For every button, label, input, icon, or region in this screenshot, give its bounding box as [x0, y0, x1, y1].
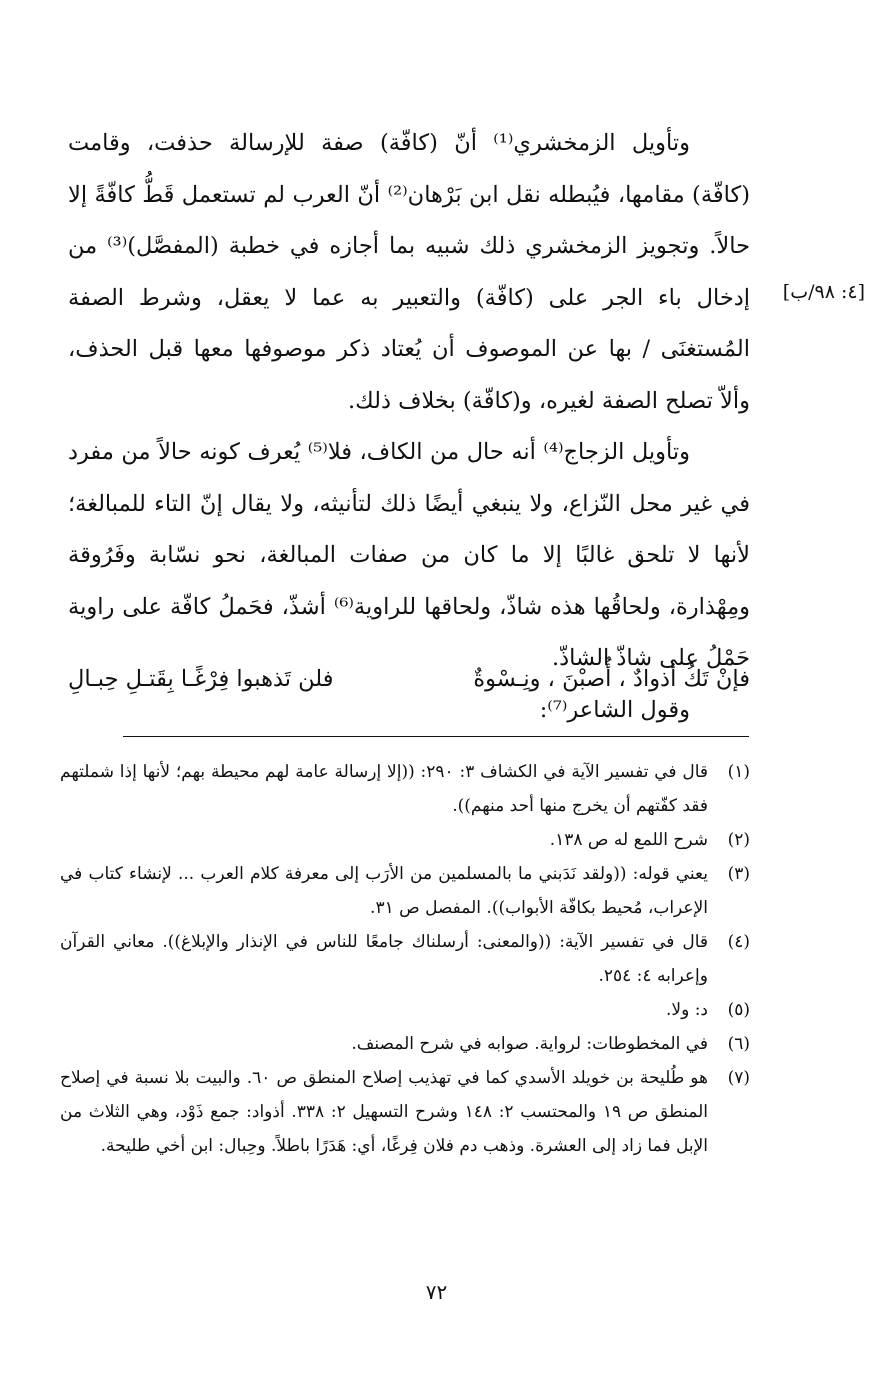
footnote: [60, 925, 750, 993]
paragraph-poet-intro: وقول الشاعر⁽⁷⁾:: [539, 696, 690, 723]
footnote: [60, 1061, 750, 1163]
verse-first-hemistich: فإنْ تَكُ أذوادٌ ، أُصبْنَ ، ونِـسْوةٌ: [473, 666, 750, 692]
footnote-text: د: ولا.: [665, 1000, 708, 1020]
footnote-text: قال في تفسير الآية في الكشاف ٣: ٢٩٠: ((إلا إرسالة عامة لهم محيطة بهم؛ لأنها إذا شملتهم فقد كفّتهم أن يخرج منها أحد منهم)).: [60, 762, 709, 816]
poetry-verse: [68, 666, 750, 706]
footnote-text: قال في تفسير الآية: ((والمعنى: أرسلناك جامعًا للناس في الإنذار والإبلاغ)). معاني القرآن وإعرابه ٤: ٢٥٤.: [60, 932, 708, 986]
footnote-number: (٦): [727, 1034, 750, 1054]
paragraph-zajjaj: وتأويل الزجاج⁽⁴⁾ أنه حال من الكاف، فلا⁽⁵⁾ يُعرف كونه حالاً من مفرد في غير محل النّزاع، ولا ينبغي أيضًا ذلك لتأنيثه، ولا يقال إنّ التاء للمبالغة؛ لأنها لا تلحق غالبًا إلا ما كان من صفات المبالغة، نحو نسّابة وفَرُوقة ومِهْذارة، ولحاقُها هذه شاذّ، ولحاقها للراوية⁽⁶⁾ أشذّ، فحَملُ كافّة على راوية حَمْلُ على شاذّ الشاذّ.: [68, 439, 750, 671]
main-text: [68, 118, 750, 736]
footnote-number: (٧): [727, 1068, 750, 1088]
verse-second-hemistich: فلن تَذهبوا فِرْغًـا بِقَتـلِ حِبـالِ: [68, 666, 334, 692]
footnote-text: شرح اللمع له ص ١٣٨.: [549, 830, 708, 850]
page-number: ٧٢: [425, 1280, 448, 1304]
manuscript-folio-reference: [٤: ٩٨/ب]: [782, 281, 865, 303]
footnote: [60, 823, 750, 857]
footnote-text: هو طُليحة بن خويلد الأسدي كما في تهذيب إصلاح المنطق ص ٦٠. والبيت بلا نسبة في إصلاح المنطق ص ١٩ والمحتسب ٢: ١٤٨ وشرح التسهيل ٢: ٣٣٨. أذواد: جمع ذَوْد، وهي الثلاث من الإبل فما زاد إلى العشرة. وذهب دم فلان فِرغًا، أي: هَدَرًا باطلاً. وحِبال: ابن أخي طليحة.: [60, 1068, 709, 1156]
footnote: [60, 857, 750, 925]
paragraph-zamakhshari: وتأويل الزمخشري⁽¹⁾ أنّ (كافّة) صفة للإرسالة حذفت، وقامت (كافّة) مقامها، فيُبطله نقل ابن بَرْهان⁽²⁾ أنّ العرب لم تستعمل قَطُّ كافّةً إلا حالاً. وتجويز الزمخشري ذلك شبيه بما أجازه في خطبة (المفصَّل)⁽³⁾ من إدخال باء الجر على (كافّة) والتعبير به عما لا يعقل، وشرط الصفة المُستغنَى / بها عن الموصوف أن يُعتاد ذكر موصوفها معها قبل الحذف، وألاّ تصلح الصفة لغيره، و(كافّة) بخلاف ذلك.: [68, 130, 751, 414]
footnote-text: يعني قوله: ((ولقد نَدَبني ما بالمسلمين من الأرَب إلى معرفة كلام العرب ... لإنشاء كتاب في الإعراب، مُحيط بكافّة الأبواب)). المفصل ص ٣١.: [60, 864, 708, 918]
footnote-number: (١): [727, 762, 750, 782]
footnote-text: في المخطوطات: لرواية. صوابه في شرح المصنف.: [351, 1034, 708, 1054]
footnote-number: (٢): [727, 830, 750, 850]
footnote-separator: [123, 736, 749, 737]
footnote: [60, 755, 750, 823]
footnotes: [60, 755, 750, 1163]
footnote-number: (٤): [727, 932, 750, 952]
footnote-number: (٥): [727, 1000, 750, 1020]
footnote: [60, 993, 750, 1027]
footnote-number: (٣): [727, 864, 750, 884]
footnote: [60, 1027, 750, 1061]
